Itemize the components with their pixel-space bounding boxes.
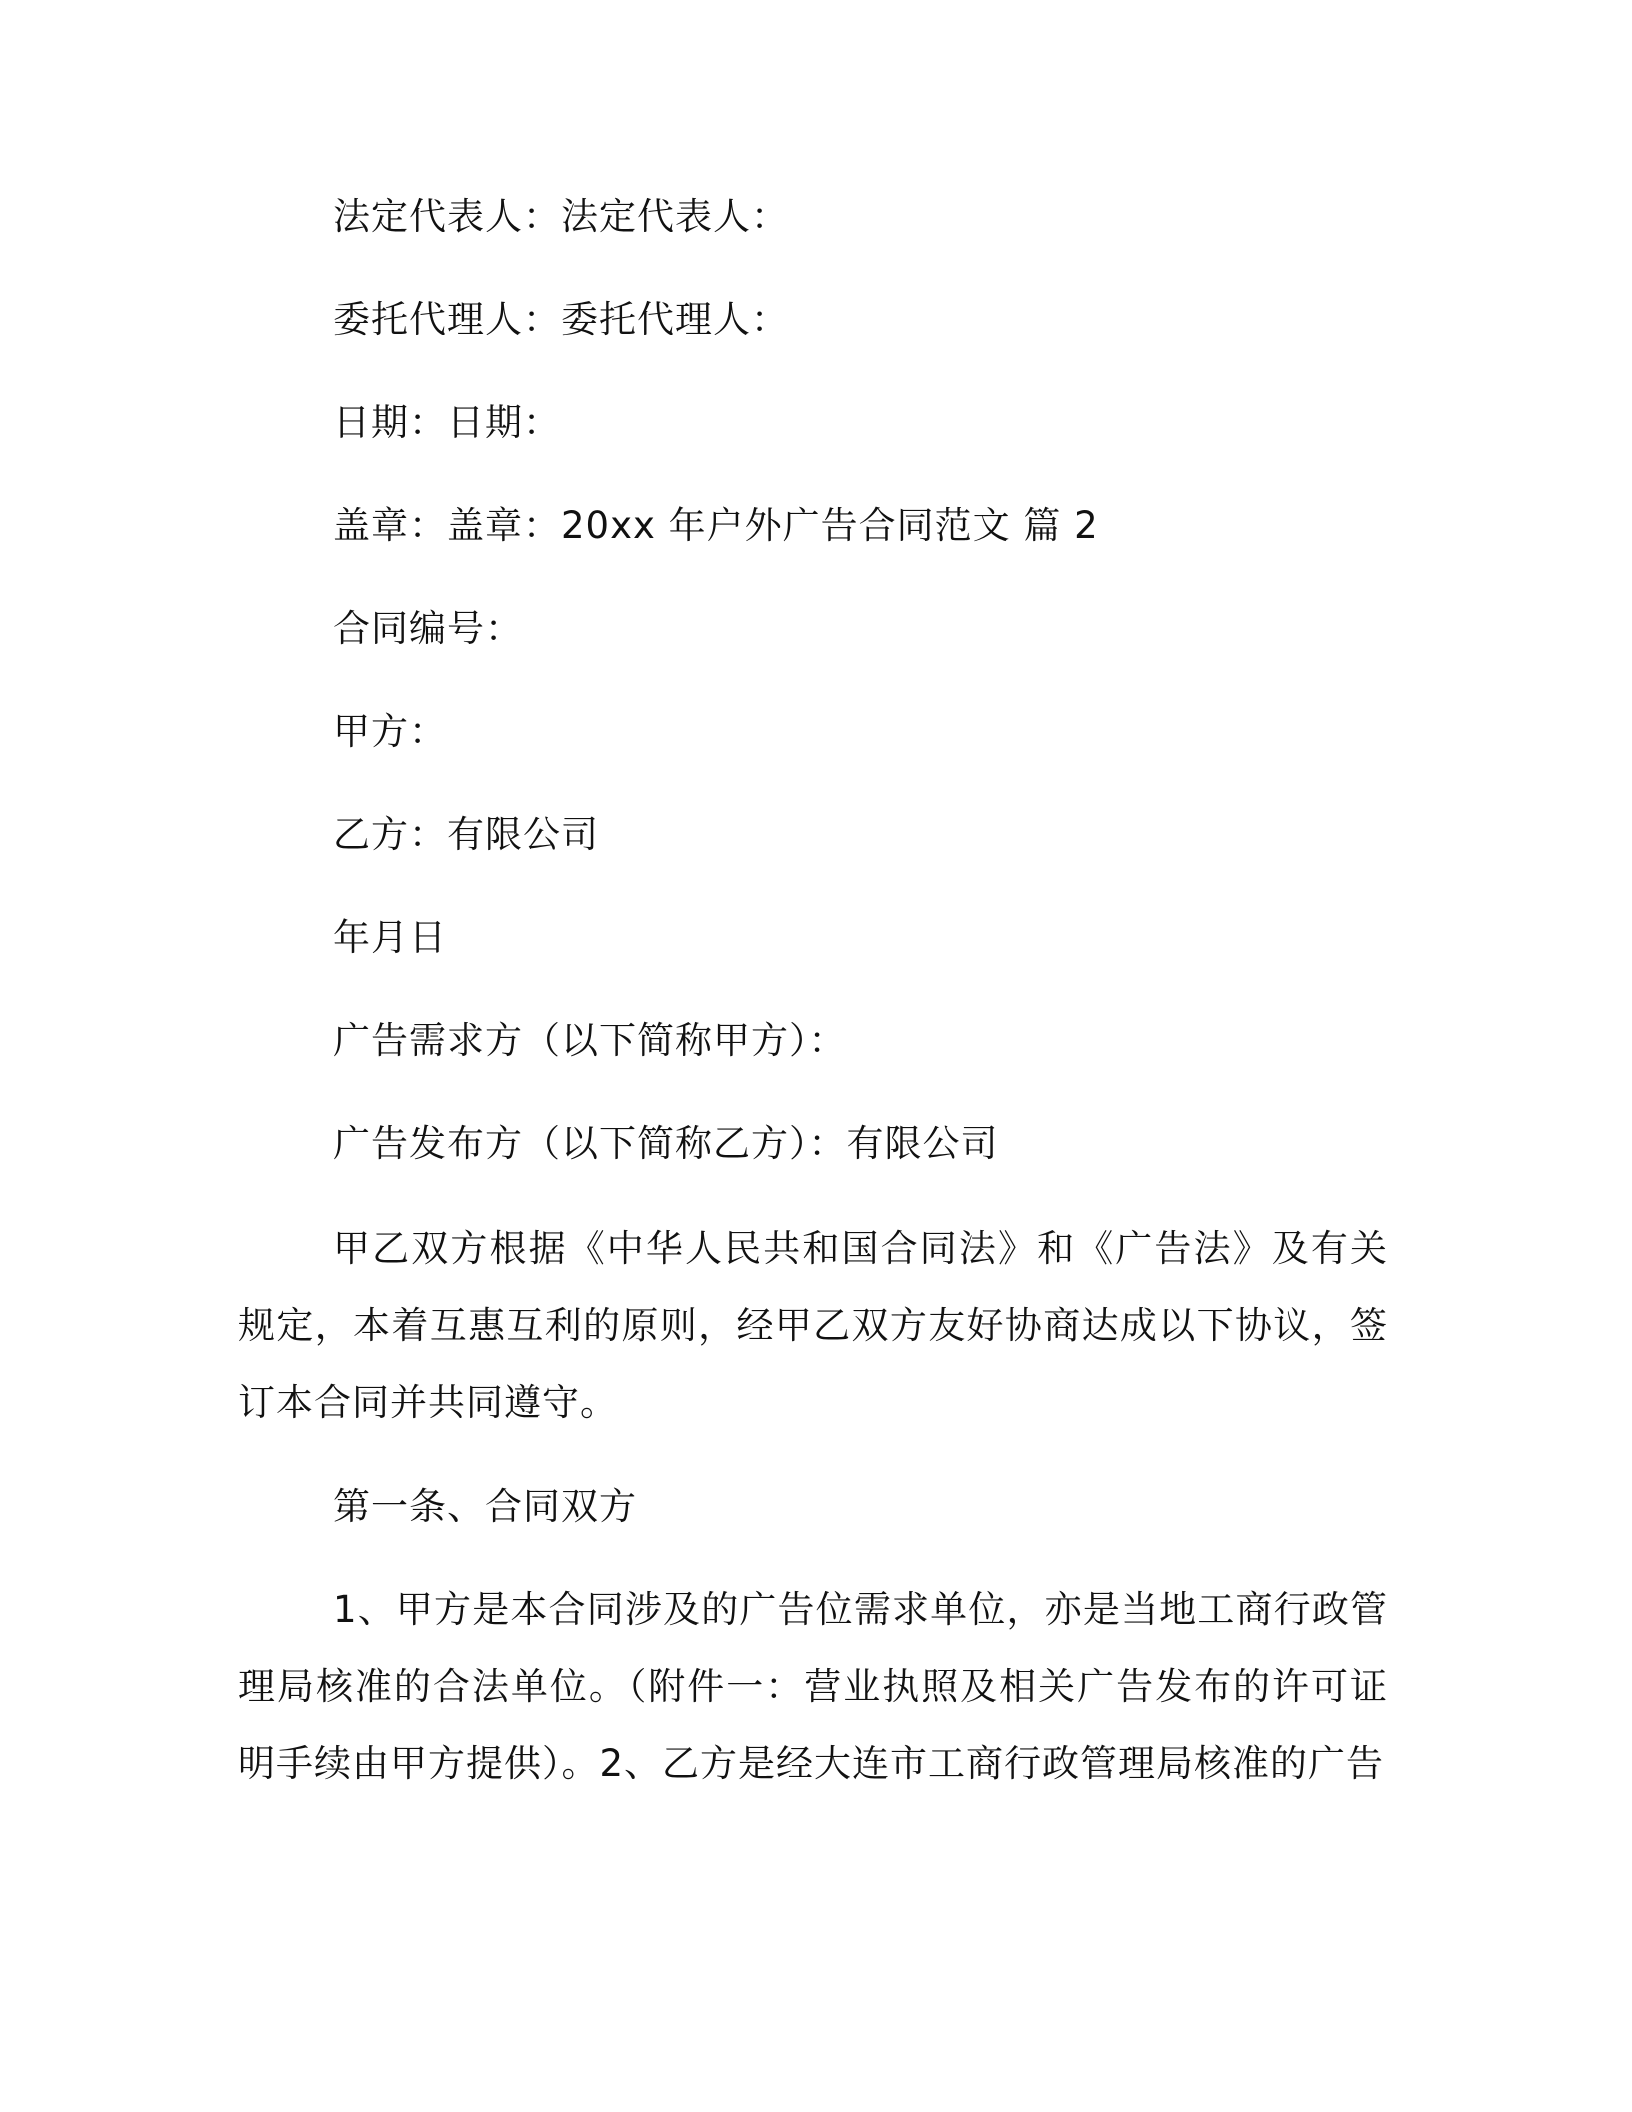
party-a-line: 甲方：	[333, 710, 447, 753]
contract-number-line: 合同编号：	[333, 607, 523, 650]
legal-representative-line: 法定代表人：法定代表人：	[333, 195, 789, 238]
agreement-intro-paragraph: 甲乙双方根据《中华人民共和国合同法》和《广告法》及有关规定，本着互惠互利的原则，经甲乙双方友好协商达成以下协议，签订本合同并共同遵守。	[238, 1227, 1388, 1424]
article-one-heading: 第一条、合同双方	[333, 1485, 637, 1528]
advertiser-demand-line: 广告需求方（以下简称甲方）：	[333, 1019, 847, 1062]
article-one-body-paragraph: 1、甲方是本合同涉及的广告位需求单位，亦是当地工商行政管理局核准的合法单位。（附件一：营业执照及相关广告发布的许可证明手续由甲方提供）。2、乙方是经大连市工商行政管理局核准的广告	[238, 1588, 1388, 1785]
authorized-agent-line: 委托代理人：委托代理人：	[333, 298, 789, 341]
party-b-line: 乙方：有限公司	[333, 813, 599, 856]
year-month-day-line: 年月日	[333, 916, 447, 959]
seal-and-title-line: 盖章：盖章：20xx 年户外广告合同范文 篇 2	[333, 504, 1099, 547]
date-line: 日期：日期：	[333, 401, 561, 444]
advertiser-publisher-line: 广告发布方（以下简称乙方）：有限公司	[333, 1122, 999, 1165]
